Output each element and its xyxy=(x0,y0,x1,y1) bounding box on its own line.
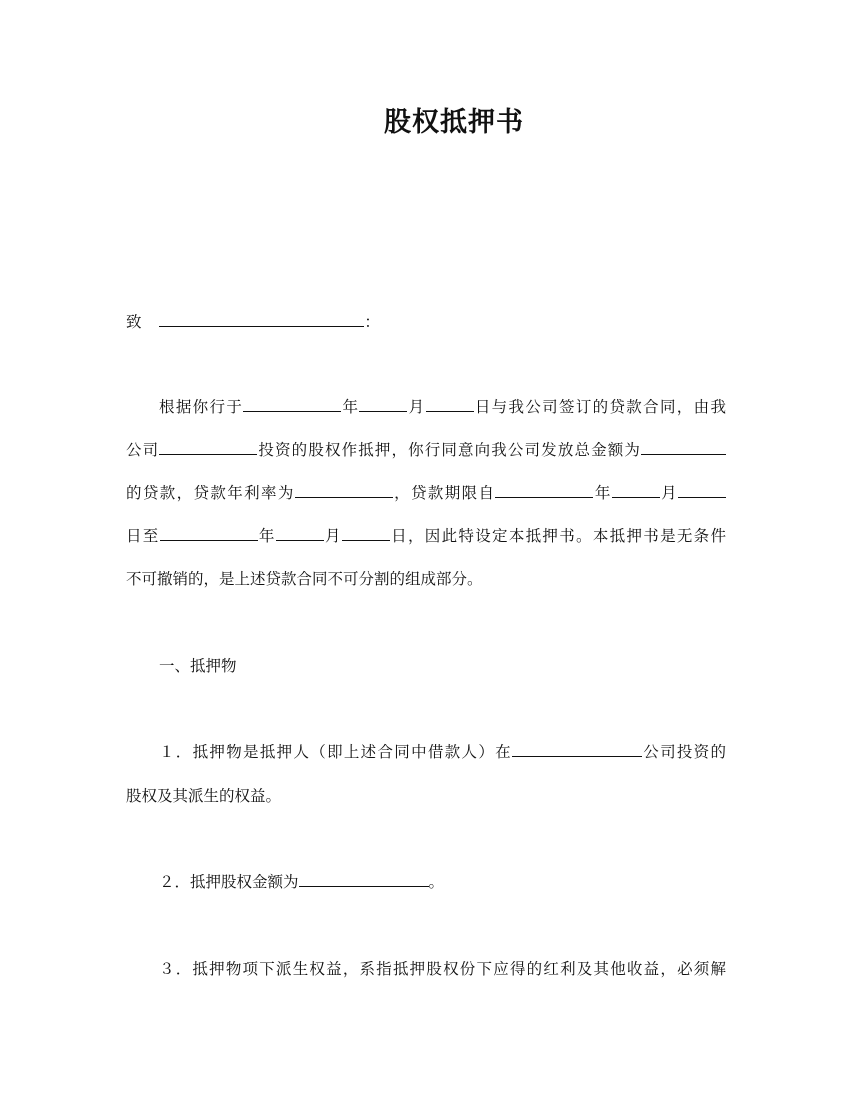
end-year-blank xyxy=(160,524,258,541)
salutation-prefix: 致 xyxy=(126,313,142,331)
year-blank xyxy=(243,395,341,412)
item-text: 公司投资的 xyxy=(641,743,726,761)
document-title: 股权抵押书 xyxy=(384,107,524,138)
item-3-line: ３．抵押物项下派生权益，系指抵押股权份下应得的红利及其他收益，必须解 xyxy=(159,960,726,978)
salutation-line xyxy=(126,310,726,334)
recipient-blank xyxy=(159,310,364,327)
end-day-blank xyxy=(342,524,390,541)
item-text: １．抵押物是抵押人（即上述合同中借款人）在 xyxy=(159,743,512,761)
intro-text: 月 xyxy=(323,527,342,545)
intro-line-4 xyxy=(126,524,726,548)
intro-text: 投资的股权作抵押，你行同意向我公司发放总金额为 xyxy=(257,441,641,459)
intro-text: 月 xyxy=(407,398,426,416)
pledge-amount-blank xyxy=(299,870,429,887)
salutation-suffix: ： xyxy=(364,313,380,331)
start-month-blank xyxy=(612,481,660,498)
company-blank xyxy=(159,438,257,455)
item-text: ２．抵押股权金额为 xyxy=(159,873,299,891)
day-blank xyxy=(426,395,474,412)
intro-text: 日，因此特设定本抵押书。本抵押书是无条件 xyxy=(389,527,726,545)
item-1-line-1 xyxy=(159,740,726,764)
intro-line-5: 不可撤销的，是上述贷款合同不可分割的组成部分。 xyxy=(126,570,483,588)
month-blank xyxy=(359,395,407,412)
intro-text: ，贷款期限自 xyxy=(392,484,496,502)
intro-text: 月 xyxy=(659,484,678,502)
start-year-blank xyxy=(495,481,593,498)
item-1-line-2: 股权及其派生的权益。 xyxy=(126,787,282,805)
intro-text: 日与我公司签订的贷款合同，由我 xyxy=(473,398,726,416)
start-day-blank xyxy=(678,481,726,498)
amount-blank xyxy=(641,438,726,455)
intro-line-1 xyxy=(159,395,726,419)
intro-text: 公司 xyxy=(126,441,160,459)
intro-line-3 xyxy=(126,481,726,505)
rate-blank xyxy=(295,481,393,498)
section-heading: 一、抵押物 xyxy=(159,657,237,675)
item-2-line xyxy=(159,870,726,894)
intro-text: 年 xyxy=(593,484,612,502)
item-text: 。 xyxy=(428,873,445,891)
intro-text: 年 xyxy=(341,398,360,416)
intro-text: 年 xyxy=(257,527,276,545)
end-month-blank xyxy=(276,524,324,541)
intro-text: 的贷款，贷款年利率为 xyxy=(126,484,295,502)
intro-line-2 xyxy=(126,438,726,462)
intro-text: 根据你行于 xyxy=(159,398,244,416)
invested-company-blank xyxy=(512,740,642,757)
intro-text: 日至 xyxy=(126,527,160,545)
